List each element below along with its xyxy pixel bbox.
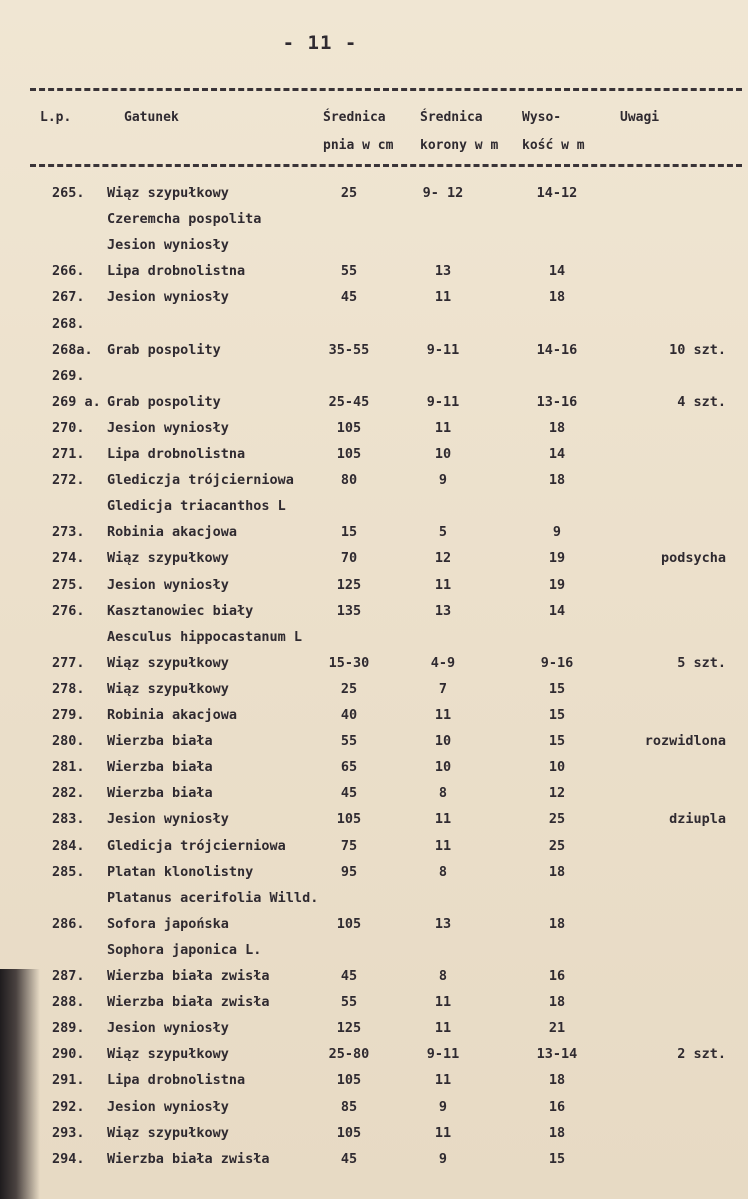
remarks: dziupla: [669, 811, 726, 828]
row-number: 283.: [52, 811, 85, 828]
trunk-diameter: 15: [340, 524, 358, 541]
row-number: 293.: [52, 1124, 85, 1141]
species-name: Wierzba biała: [107, 785, 213, 802]
crown-diameter: 9-11: [426, 1046, 460, 1063]
table-row: [0, 963, 748, 989]
crown-diameter: 11: [434, 707, 452, 723]
tree-height: 15: [548, 1150, 566, 1167]
header-wysokosc: Wyso- kość w m: [522, 110, 585, 153]
species-name: Wiąz szypułkowy: [107, 680, 229, 697]
trunk-diameter: 25: [340, 680, 358, 697]
crown-diameter: 11: [434, 419, 452, 436]
tree-height: 25: [548, 811, 566, 828]
tree-height: 19: [548, 550, 566, 567]
table-row: [0, 650, 748, 676]
species-name: Jesion wyniosły: [107, 811, 229, 828]
species-name: Lipa drobnolistna: [107, 263, 246, 280]
table-row: [0, 363, 748, 389]
species-name: Jesion wyniosły: [107, 1020, 229, 1037]
trunk-diameter: 45: [340, 968, 358, 984]
species-name: Robinia akacjowa: [107, 524, 238, 541]
table-row: [0, 780, 748, 806]
crown-diameter: 9-11: [426, 341, 460, 358]
tree-height: 14-16: [536, 341, 578, 358]
crown-diameter: 11: [434, 289, 452, 306]
species-name: Wiąz szypułkowy: [107, 1046, 229, 1063]
row-number: 284.: [52, 837, 85, 854]
crown-diameter: 11: [434, 1020, 452, 1037]
row-number: 271.: [52, 446, 85, 462]
crown-diameter: 10: [434, 733, 452, 750]
species-name: Wierzba biała zwisła: [107, 994, 270, 1011]
species-name: Sofora japońska: [107, 915, 229, 932]
species-name: Sophora japonica L.: [107, 941, 262, 958]
table-row: [0, 1094, 748, 1120]
crown-diameter: 13: [434, 915, 452, 932]
table-row: [0, 1067, 748, 1093]
crown-diameter: 9- 12: [422, 185, 464, 201]
table-row: [0, 754, 748, 780]
row-number: 275.: [52, 576, 85, 593]
table-row: [0, 572, 748, 598]
crown-diameter: 8: [438, 785, 448, 802]
table-row: [0, 180, 748, 206]
row-number: 279.: [52, 707, 85, 723]
trunk-diameter: 45: [340, 785, 358, 802]
species-name: Wiąz szypułkowy: [107, 654, 229, 671]
trunk-diameter: 40: [340, 707, 358, 723]
row-number: 291.: [52, 1072, 85, 1089]
tree-height: 9-16: [540, 654, 574, 671]
row-number: 294.: [52, 1150, 85, 1167]
row-number: 286.: [52, 915, 85, 932]
tree-height: 14: [548, 602, 566, 619]
trunk-diameter: 95: [340, 863, 358, 880]
crown-diameter: 9: [438, 1150, 448, 1167]
species-name: Platan klonolistny: [107, 863, 254, 880]
trunk-diameter: 80: [340, 472, 358, 489]
table-row: [0, 1146, 748, 1172]
row-number: 269.: [52, 367, 85, 384]
table-row: [0, 1120, 748, 1146]
tree-height: 18: [548, 1072, 566, 1089]
species-name: Wiąz szypułkowy: [107, 1124, 229, 1141]
table-row: [0, 728, 748, 754]
row-number: 269 a.: [52, 393, 101, 410]
table-row: [0, 598, 748, 624]
row-number: 290.: [52, 1046, 85, 1063]
trunk-diameter: 15-30: [328, 654, 370, 671]
species-name: Grab pospolity: [107, 341, 221, 358]
tree-height: 18: [548, 863, 566, 880]
species-name: Lipa drobnolistna: [107, 446, 246, 462]
tree-height: 15: [548, 680, 566, 697]
trunk-diameter: 45: [340, 289, 358, 306]
row-number: 273.: [52, 524, 85, 541]
species-name: Kasztanowiec biały: [107, 602, 254, 619]
tree-height: 14-12: [536, 185, 578, 201]
species-name: Jesion wyniosły: [107, 576, 229, 593]
header-uwagi: Uwagi: [620, 110, 660, 125]
species-name: Glediczja trójcierniowa: [107, 472, 294, 489]
trunk-diameter: 125: [336, 576, 362, 593]
crown-diameter: 11: [434, 576, 452, 593]
tree-height: 14: [548, 446, 566, 462]
remarks: 10 szt.: [669, 341, 726, 358]
table-row: [0, 232, 748, 258]
row-number: 281.: [52, 759, 85, 776]
species-name: Robinia akacjowa: [107, 707, 238, 723]
table-row: [0, 1015, 748, 1041]
species-name: Aesculus hippocastanum L: [107, 628, 303, 645]
trunk-diameter: 25-45: [328, 393, 370, 410]
row-number: 278.: [52, 680, 85, 697]
crown-diameter: 8: [438, 863, 448, 880]
table-row: [0, 937, 748, 963]
row-number: 272.: [52, 472, 85, 489]
trunk-diameter: 65: [340, 759, 358, 776]
trunk-diameter: 45: [340, 1150, 358, 1167]
table-row: [0, 206, 748, 232]
row-number: 268a.: [52, 341, 93, 358]
remarks: podsycha: [660, 550, 726, 567]
table-row: [0, 258, 748, 284]
tree-height: 19: [548, 576, 566, 593]
crown-diameter: 4-9: [430, 654, 456, 671]
species-name: Wierzba biała zwisła: [107, 968, 270, 984]
remarks: 5 szt.: [677, 654, 726, 671]
tree-height: 15: [548, 733, 566, 750]
header-srednica-korony: Średnica korony w m: [420, 110, 499, 153]
table-row: [0, 493, 748, 519]
table-row: [0, 833, 748, 859]
trunk-diameter: 105: [336, 419, 362, 436]
tree-height: 18: [548, 994, 566, 1011]
remarks: rozwidlona: [644, 733, 726, 750]
table-row: [0, 284, 748, 310]
remarks: 4 szt.: [677, 393, 726, 410]
trunk-diameter: 55: [340, 733, 358, 750]
crown-diameter: 7: [438, 680, 448, 697]
crown-diameter: 11: [434, 811, 452, 828]
table-row: [0, 337, 748, 363]
header-rule-bottom: [30, 164, 742, 167]
crown-diameter: 13: [434, 602, 452, 619]
table-row: [0, 545, 748, 571]
row-number: 285.: [52, 863, 85, 880]
table-row: [0, 467, 748, 493]
species-name: Wierzba biała: [107, 759, 213, 776]
species-name: Wierzba biała: [107, 733, 213, 750]
trunk-diameter: 25: [340, 185, 358, 201]
tree-height: 13-16: [536, 393, 578, 410]
species-name: Wiąz szypułkowy: [107, 185, 229, 201]
row-number: 288.: [52, 994, 85, 1011]
table-row: [0, 676, 748, 702]
species-name: Grab pospolity: [107, 393, 221, 410]
crown-diameter: 11: [434, 1072, 452, 1089]
row-number: 265.: [52, 185, 85, 201]
species-name: Wiąz szypułkowy: [107, 550, 229, 567]
trunk-diameter: 105: [336, 1124, 362, 1141]
trunk-diameter: 125: [336, 1020, 362, 1037]
species-name: Czeremcha pospolita: [107, 211, 262, 228]
species-name: Gledicja triacanthos L: [107, 498, 286, 515]
trunk-diameter: 105: [336, 811, 362, 828]
page-number: - 11 -: [282, 32, 358, 54]
crown-diameter: 11: [434, 837, 452, 854]
trunk-diameter: 55: [340, 263, 358, 280]
trunk-diameter: 105: [336, 1072, 362, 1089]
crown-diameter: 5: [438, 524, 448, 541]
row-number: 289.: [52, 1020, 85, 1037]
row-number: 292.: [52, 1098, 85, 1115]
header-rule-top: [30, 88, 742, 91]
tree-height: 12: [548, 785, 566, 802]
trunk-diameter: 75: [340, 837, 358, 854]
remarks: 2 szt.: [677, 1046, 726, 1063]
trunk-diameter: 105: [336, 446, 362, 462]
table-row: [0, 311, 748, 337]
tree-height: 18: [548, 472, 566, 489]
table-row: [0, 1041, 748, 1067]
trunk-diameter: 135: [336, 602, 362, 619]
species-name: Wierzba biała zwisła: [107, 1150, 270, 1167]
tree-height: 9: [552, 524, 562, 541]
tree-height: 14: [548, 263, 566, 280]
table-row: [0, 911, 748, 937]
table-row: [0, 885, 748, 911]
trunk-diameter: 35-55: [328, 341, 370, 358]
tree-height: 18: [548, 1124, 566, 1141]
table-row: [0, 859, 748, 885]
species-name: Platanus acerifolia Willd.: [107, 889, 319, 906]
crown-diameter: 13: [434, 263, 452, 280]
scan-edge-shadow: [0, 969, 40, 1199]
tree-height: 21: [548, 1020, 566, 1037]
tree-height: 13-14: [536, 1046, 578, 1063]
table-row: [0, 415, 748, 441]
table-row: [0, 441, 748, 467]
species-name: Jesion wyniosły: [107, 289, 229, 306]
header-lp: L.p.: [40, 110, 72, 125]
row-number: 277.: [52, 654, 85, 671]
crown-diameter: 9: [438, 1098, 448, 1115]
tree-height: 18: [548, 915, 566, 932]
row-number: 282.: [52, 785, 85, 802]
row-number: 266.: [52, 263, 85, 280]
table-row: [0, 389, 748, 415]
row-number: 274.: [52, 550, 85, 567]
tree-height: 18: [548, 419, 566, 436]
crown-diameter: 8: [438, 968, 448, 984]
trunk-diameter: 70: [340, 550, 358, 567]
tree-height: 16: [548, 968, 566, 984]
table-row: [0, 519, 748, 545]
species-name: Jesion wyniosły: [107, 419, 229, 436]
table-row: [0, 624, 748, 650]
crown-diameter: 11: [434, 1124, 452, 1141]
tree-height: 18: [548, 289, 566, 306]
tree-height: 15: [548, 707, 566, 723]
crown-diameter: 9-11: [426, 393, 460, 410]
trunk-diameter: 105: [336, 915, 362, 932]
species-name: Lipa drobnolistna: [107, 1072, 246, 1089]
tree-height: 10: [548, 759, 566, 776]
tree-height: 25: [548, 837, 566, 854]
crown-diameter: 10: [434, 759, 452, 776]
header-gatunek: Gatunek: [124, 110, 179, 125]
table-row: [0, 702, 748, 728]
crown-diameter: 10: [434, 446, 452, 462]
trunk-diameter: 25-80: [328, 1046, 370, 1063]
crown-diameter: 11: [434, 994, 452, 1011]
row-number: 287.: [52, 968, 85, 984]
crown-diameter: 9: [438, 472, 448, 489]
table-row: [0, 989, 748, 1015]
species-name: Gledicja trójcierniowa: [107, 837, 286, 854]
species-name: Jesion wyniosły: [107, 237, 229, 254]
row-number: 267.: [52, 289, 85, 306]
tree-height: 16: [548, 1098, 566, 1115]
row-number: 270.: [52, 419, 85, 436]
trunk-diameter: 85: [340, 1098, 358, 1115]
row-number: 268.: [52, 315, 85, 332]
trunk-diameter: 55: [340, 994, 358, 1011]
row-number: 280.: [52, 733, 85, 750]
species-name: Jesion wyniosły: [107, 1098, 229, 1115]
crown-diameter: 12: [434, 550, 452, 567]
header-srednica-pnia: Średnica pnia w cm: [323, 110, 394, 153]
row-number: 276.: [52, 602, 85, 619]
table-row: [0, 806, 748, 832]
